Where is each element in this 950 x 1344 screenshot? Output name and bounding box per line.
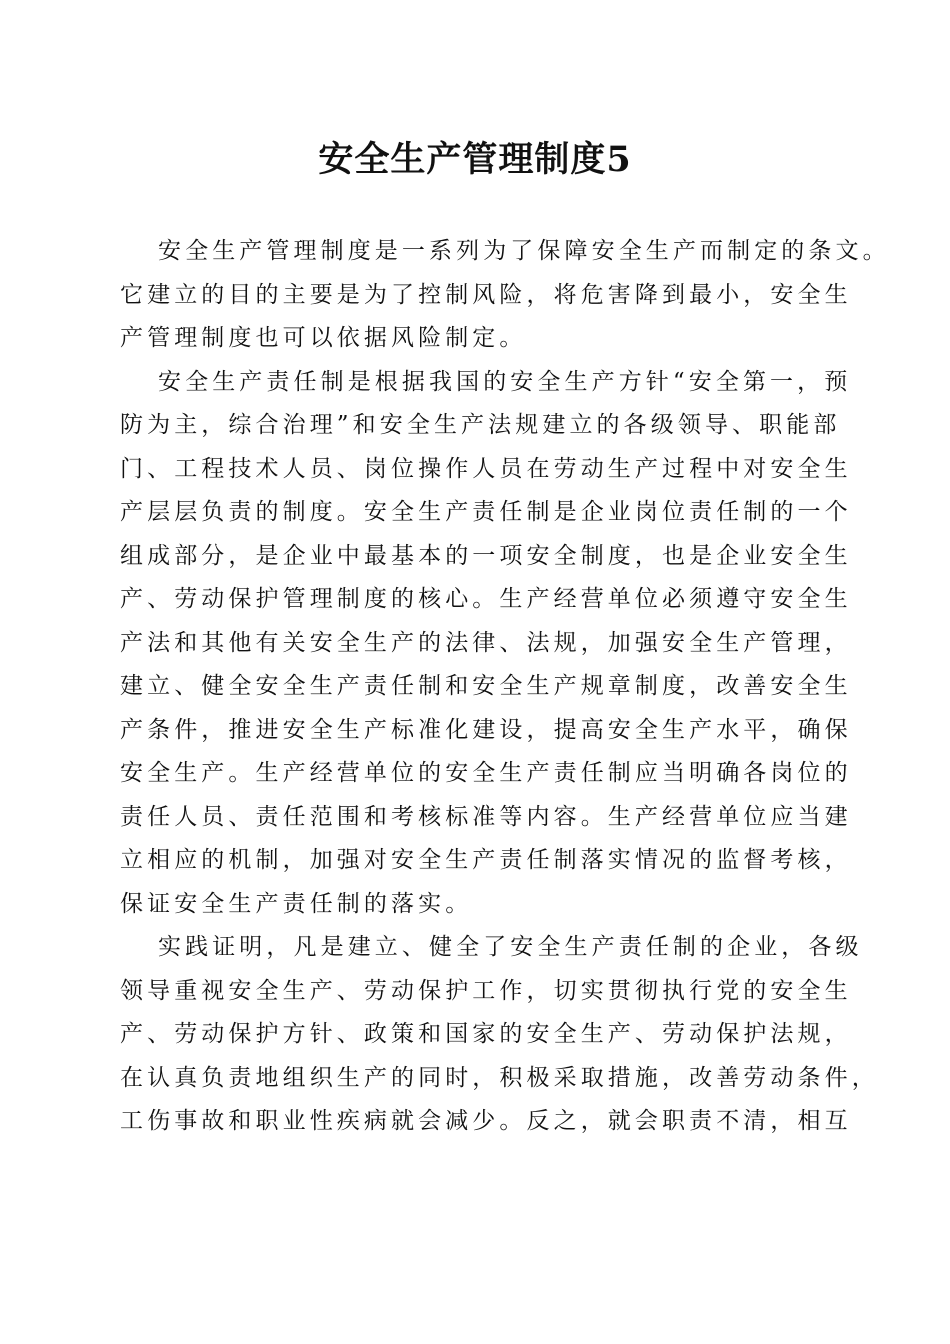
paragraph-line: 组成部分，是企业中最基本的一项安全制度，也是企业安全生 xyxy=(120,542,852,569)
paragraph-line: 建立、健全安全生产责任制和安全生产规章制度，改善安全生 xyxy=(120,673,852,699)
paragraph-line: 安全生产责任制是根据我国的安全生产方针“安全第一，预 xyxy=(158,368,852,395)
paragraph-line: 安全生产。生产经营单位的安全生产责任制应当明确各岗位的 xyxy=(120,760,852,786)
paragraph-line: 领导重视安全生产、劳动保护工作，切实贯彻执行党的安全生 xyxy=(120,977,852,1004)
document-body xyxy=(120,230,890,1144)
paragraph-line: 产层层负责的制度。安全生产责任制是企业岗位责任制的一个 xyxy=(120,499,852,525)
document-title: 安全生产管理制度5 xyxy=(318,139,632,180)
paragraph-line: 产条件，推进安全生产标准化建设，提高安全生产水平，确保 xyxy=(120,716,852,743)
paragraph-line: 产、劳动保护方针、政策和国家的安全生产、劳动保护法规， xyxy=(120,1021,852,1047)
paragraph-line: 它建立的目的主要是为了控制风险，将危害降到最小，安全生 xyxy=(120,281,852,308)
paragraph-line: 立相应的机制，加强对安全生产责任制落实情况的监督考核， xyxy=(120,847,852,873)
paragraph-line: 工伤事故和职业性疾病就会减少。反之，就会职责不清，相互 xyxy=(120,1108,852,1134)
paragraph-line: 防为主，综合治理”和安全生产法规建立的各级领导、职能部 xyxy=(120,412,841,438)
paragraph-line: 产、劳动保护管理制度的核心。生产经营单位必须遵守安全生 xyxy=(120,586,852,612)
paragraph-line: 门、工程技术人员、岗位操作人员在劳动生产过程中对安全生 xyxy=(120,455,852,482)
paragraph-line: 安全生产管理制度是一系列为了保障安全生产而制定的条文。 xyxy=(158,238,890,264)
paragraph-line: 保证安全生产责任制的落实。 xyxy=(120,890,473,917)
paragraph-line: 产管理制度也可以依据风险制定。 xyxy=(120,325,527,351)
paragraph-line: 产法和其他有关安全生产的法律、法规，加强安全生产管理， xyxy=(120,629,852,656)
paragraph-line: 在认真负责地组织生产的同时，积极采取措施，改善劳动条件， xyxy=(120,1064,879,1091)
paragraph-line: 实践证明，凡是建立、健全了安全生产责任制的企业，各级 xyxy=(158,934,863,960)
paragraph-line: 责任人员、责任范围和考核标准等内容。生产经营单位应当建 xyxy=(120,803,852,830)
